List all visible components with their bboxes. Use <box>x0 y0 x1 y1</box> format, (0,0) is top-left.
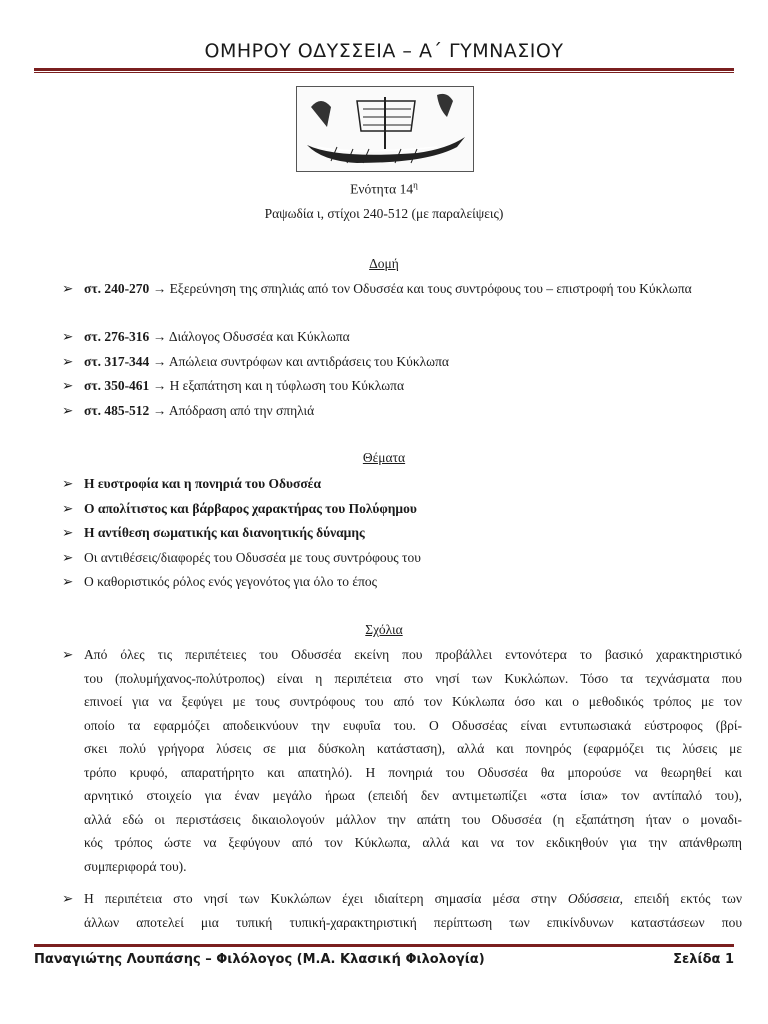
structure-ref: στ. 485-512 <box>84 403 150 418</box>
theme-text: Οι αντιθέσεις/διαφορές του Οδυσσέα με τους συντρόφους του <box>84 550 421 565</box>
structure-heading: Δομή <box>369 256 399 271</box>
arrow-bullet-icon: ➢ <box>62 476 74 491</box>
unit-subtitle: Ραψωδία ι, στίχοι 240-512 (με παραλείψεις) <box>264 206 504 221</box>
arrow-bullet-icon: ➢ <box>62 891 74 906</box>
structure-ref: στ. 317-344 <box>84 354 150 369</box>
theme-text: Ο απολίτιστος και βάρβαρος χαρακτήρας του Πολύφημου <box>84 501 417 516</box>
note-line: άλλων αποτελεί μια τυπική τυπική-χαρακτηριστική περίπτωση των επικίνδυνων καταστάσεων που <box>84 914 742 930</box>
arrow-bullet-icon: ➢ <box>62 281 74 296</box>
theme-item <box>62 521 742 545</box>
note-line: αλλά εδώ οι περιστάσεις δικαιολογούν μάλλον την απάτη του Οδυσσέα (η εξαπάτηση ήταν ο μοναδι- <box>84 811 742 827</box>
ship-illustration <box>296 86 474 172</box>
structure-ref: στ. 276-316 <box>84 329 150 344</box>
footer-rule <box>34 944 734 947</box>
ship-drawing <box>297 87 473 171</box>
note-italic: Οδύσσεια <box>567 891 620 906</box>
arrow-bullet-icon: ➢ <box>62 574 74 589</box>
note-line: συμπεριφορά του). <box>84 858 187 874</box>
note-line: κός τρόπος ώστε να ξεφύγουν από τον Κύκλωπα, αλλά και να τον εκδικηθούν για την απάνθρωπη <box>84 835 742 850</box>
structure-text: → Εξερεύνηση της σπηλιάς από τον Οδυσσέα και τους συντρόφους του – επιστροφή του Κύκλωπα <box>152 281 692 296</box>
note-line: αρνητικό στοιχείο για έναν μεγάλο ήρωα (επειδή δεν αντιμετωπίζει «στα ίσια» τον αντίπαλό του), <box>84 788 742 803</box>
theme-item <box>62 472 742 496</box>
footer-author: Παναγιώτης Λουπάσης – Φιλόλογος (Μ.Α. Κλασική Φιλολογία) <box>34 952 485 967</box>
arrow-bullet-icon: ➢ <box>62 329 74 344</box>
arrow-bullet-icon: ➢ <box>62 550 74 565</box>
arrow-bullet-icon: ➢ <box>62 501 74 516</box>
note-line: σκει πολύ γρήγορα λύσεις σε μια δύσκολη κατάσταση), αλλά και πονηρός (εφαρμόζει τις λύσεις με <box>84 741 742 756</box>
arrow-bullet-icon: ➢ <box>62 378 74 393</box>
structure-item <box>62 350 742 374</box>
note-line: τρόπο κρυφό, απαρατήρητο και απατηλό). Η πονηριά του Οδυσσέα θα μπορούσε να θεωρηθεί και <box>84 764 742 780</box>
arrow-bullet-icon: ➢ <box>62 403 74 418</box>
theme-item <box>62 497 742 521</box>
unit-label: Ενότητα 14 <box>350 181 414 197</box>
header-rule <box>34 68 734 71</box>
structure-text: → Η εξαπάτηση και η τύφλωση του Κύκλωπα <box>152 378 405 393</box>
structure-item <box>62 325 742 349</box>
unit-sup: η <box>413 180 418 190</box>
theme-item <box>62 546 742 570</box>
theme-text: Η αντίθεση σωματικής και διανοητικής δύναμης <box>84 525 365 540</box>
structure-item <box>62 277 742 324</box>
note-paragraph <box>62 643 742 878</box>
structure-item <box>62 374 742 398</box>
theme-item <box>62 570 742 594</box>
theme-text: Ο καθοριστικός ρόλος ενός γεγονότος για όλο το έπος <box>84 574 377 589</box>
notes-heading: Σχόλια <box>365 622 403 637</box>
page-header: ΟΜΗΡΟΥ ΟΔΥΣΣΕΙΑ – Α΄ ΓΥΜΝΑΣΙΟΥ <box>204 40 564 62</box>
structure-item <box>62 399 742 423</box>
note-line: επινοεί για να ξεφύγει με τους συντρόφους του από τον Κύκλωπα όσο και ο μεθοδικός τρόπος με τον <box>84 694 742 709</box>
note-line: Από όλες τις περιπέτειες του Οδυσσέα εκείνη που προβάλλει εντονότερα το βασικό χαρακτηριστικό <box>84 647 742 662</box>
structure-text: → Απώλεια συντρόφων και αντιδράσεις του Κύκλωπα <box>152 354 449 369</box>
note-line: οποίο τα εφαρμόζει αποδεικνύουν την ευφυΐα του. Ο Οδυσσέας είναι εντυπωσιακά εύστροφος (βρί- <box>84 717 742 733</box>
unit-title <box>0 180 768 198</box>
theme-text: Η ευστροφία και η πονηριά του Οδυσσέα <box>84 476 321 491</box>
themes-heading: Θέματα <box>362 450 406 465</box>
note-line <box>84 887 742 911</box>
arrow-bullet-icon: ➢ <box>62 354 74 369</box>
structure-text: → Διάλογος Οδυσσέα και Κύκλωπα <box>152 329 350 344</box>
footer-page-number: Σελίδα 1 <box>673 952 734 967</box>
note-paragraph <box>62 887 742 934</box>
structure-text: → Απόδραση από την σπηλιά <box>152 403 315 418</box>
structure-ref: στ. 350-461 <box>84 378 150 393</box>
arrow-bullet-icon: ➢ <box>62 525 74 540</box>
structure-ref: στ. 240-270 <box>84 281 150 296</box>
note-text: , επειδή εκτός των <box>619 891 742 906</box>
arrow-bullet-icon: ➢ <box>62 647 74 662</box>
header-rule-thin <box>34 72 734 73</box>
note-line: του (πολυμήχανος-πολύτροπος) είναι η περιπέτεια στο νησί των Κυκλώπων. Τόσο τα τεχνάσματα που <box>84 670 742 686</box>
note-text: Η περιπέτεια στο νησί των Κυκλώπων έχει ιδιαίτερη σημασία μέσα στην <box>84 891 568 906</box>
